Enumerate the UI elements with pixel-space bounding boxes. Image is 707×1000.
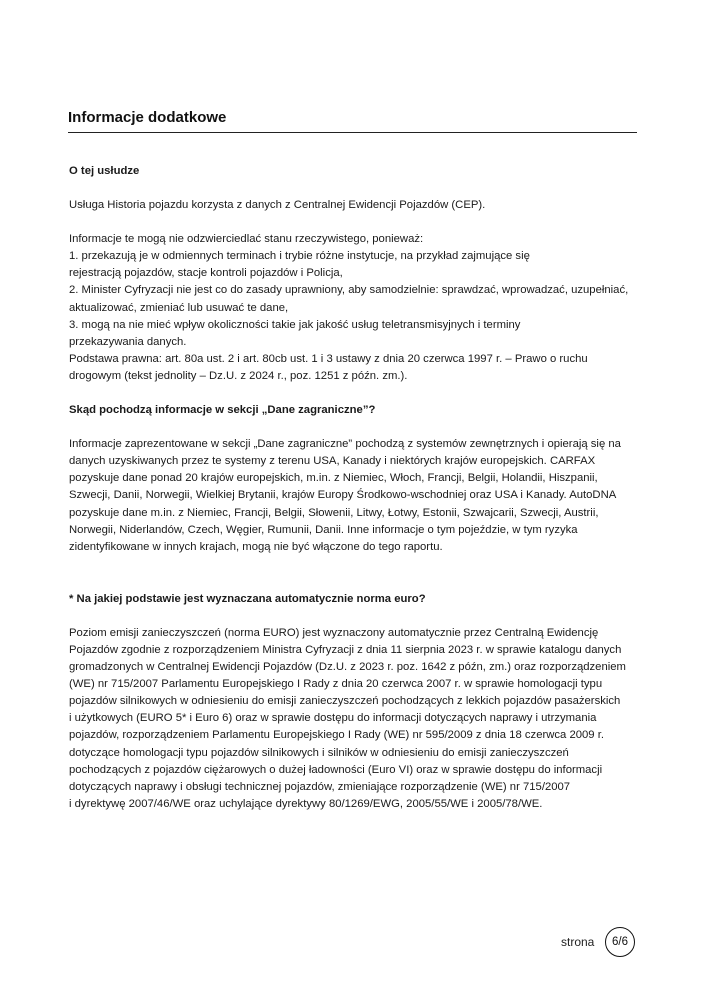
text-line: gromadzonych w Centralnej Ewidencji Pojazdów (Dz.U. z 2023 r. poz. 1642 z późn, zm.) oraz rozporządzeniem <box>69 661 626 674</box>
text-line: Informacje zaprezentowane w sekcji „Dane zagraniczne” pochodzą z systemów zewnętrznych i opierają się na <box>69 438 621 451</box>
about-paragraph <box>69 231 644 385</box>
text-line: 2. Minister Cyfryzacji nie jest co do zasady uprawniony, aby samodzielnie: sprawdzać, wprowadzać, uzupełniać, <box>69 284 629 297</box>
text-line: pochodzących z pojazdów ciężarowych o dużej ładowności (Euro VI) oraz w sprawie dostępu do informacji <box>69 763 603 776</box>
text-line: 1. przekazują je w odmiennych terminach i trybie różne instytucje, na przykład zajmujące się <box>69 250 530 263</box>
text-line: Szwecji, Danii, Norwegii, Wielkiej Brytanii, krajów Europy Środkowo-wschodniej oraz USA i Kanady. AutoDNA <box>69 489 617 502</box>
text-line: Informacje te mogą nie odzwierciedlać stanu rzeczywistego, ponieważ: <box>69 233 424 246</box>
section-divider <box>68 132 637 133</box>
page-label: strona <box>561 935 595 949</box>
page-number: 6/6 <box>612 936 628 948</box>
text-line: (WE) nr 715/2007 Parlamentu Europejskiego I Rady z dnia 20 czerwca 2007 r. w sprawie homologacji typu <box>69 678 603 691</box>
text-line: przekazywania danych. <box>69 335 187 348</box>
text-line: Podstawa prawna: art. 80a ust. 2 i art. 80cb ust. 1 i 3 ustawy z dnia 20 czerwca 1997 r. – Prawo o ruchu <box>69 352 588 365</box>
page-number-badge <box>605 927 635 957</box>
text-line: 3. mogą na nie mieć wpływ okoliczności takie jak jakość usług teletransmisyjnych i terminy <box>69 318 521 331</box>
foreign-heading: Skąd pochodzą informacje w sekcji „Dane zagraniczne”? <box>69 404 376 417</box>
text-line: Norwegii, Niderlandów, Czech, Węgier, Rumunii, Danii. Inne informacje o tym pojeździe, w tym ryzyka <box>69 523 578 536</box>
text-line: aktualizować, zmieniać lub usuwać te dane, <box>69 301 289 314</box>
text-line: dotyczących naprawy i obsługi technicznej pojazdów, zmieniające rozporządzenie (WE) nr 715/2007 <box>69 780 571 793</box>
text-line: i użytkowych (EURO 5* i Euro 6) oraz w sprawie dostępu do informacji dotyczących naprawy i utrzymania <box>69 712 597 725</box>
foreign-paragraph <box>69 436 644 556</box>
text-line: rejestracją pojazdów, stacje kontroli pojazdów i Policja, <box>69 267 343 280</box>
euro-heading: * Na jakiej podstawie jest wyznaczana automatycznie norma euro? <box>69 592 426 605</box>
content-body <box>69 163 644 813</box>
text-line: zidentyfikowane w innych krajach, mogą nie być włączone do tego raportu. <box>69 540 443 553</box>
text-line: i dyrektywę 2007/46/WE oraz uchylające dyrektywy 80/1269/EWG, 2005/55/WE i 2005/78/WE. <box>69 797 543 810</box>
about-heading: O tej usłudze <box>69 165 140 177</box>
section-title: Informacje dodatkowe <box>68 109 227 126</box>
text-line: Poziom emisji zanieczyszczeń (norma EURO) jest wyznaczony automatycznie przez Centralną Ewidencję <box>69 626 599 639</box>
about-intro: Usługa Historia pojazdu korzysta z danych z Centralnej Ewidencji Pojazdów (CEP). <box>69 199 486 212</box>
text-line: pojazdów, rozporządzeniem Parlamentu Europejskiego I Rady (WE) nr 595/2009 z dnia 18 czerwca 2009 r. <box>69 729 605 742</box>
text-line: drogowym (tekst jednolity – Dz.U. z 2024 r., poz. 1251 z późn. zm.). <box>69 369 408 382</box>
text-line: pozyskuje dane ponad 20 krajów europejskich, m.in. z Niemiec, Włoch, Francji, Belgii, Holandii, Hiszpanii, <box>69 472 598 485</box>
text-line: danych uzyskiwanych przez te systemy z terenu USA, Kanady i niektórych krajów europejskich. CARFAX <box>69 455 596 468</box>
euro-paragraph <box>69 625 644 813</box>
text-line: pozyskuje dane m.in. z Niemiec, Francji, Belgii, Słowenii, Litwy, Łotwy, Estonii, Szwajcarii, Szwecji, Austrii, <box>69 506 599 519</box>
text-line: pojazdów silnikowych w odniesieniu do emisji zanieczyszczeń pochodzących z lekkich pojazdów pasażerskich <box>69 695 621 708</box>
text-line: dotyczące homologacji typu pojazdów silnikowych i silników w odniesieniu do emisji zanieczyszczeń <box>69 746 569 759</box>
text-line: Pojazdów zgodnie z rozporządzeniem Ministra Cyfryzacji z dnia 11 sierpnia 2023 r. w sprawie katalogu danych <box>69 643 622 656</box>
